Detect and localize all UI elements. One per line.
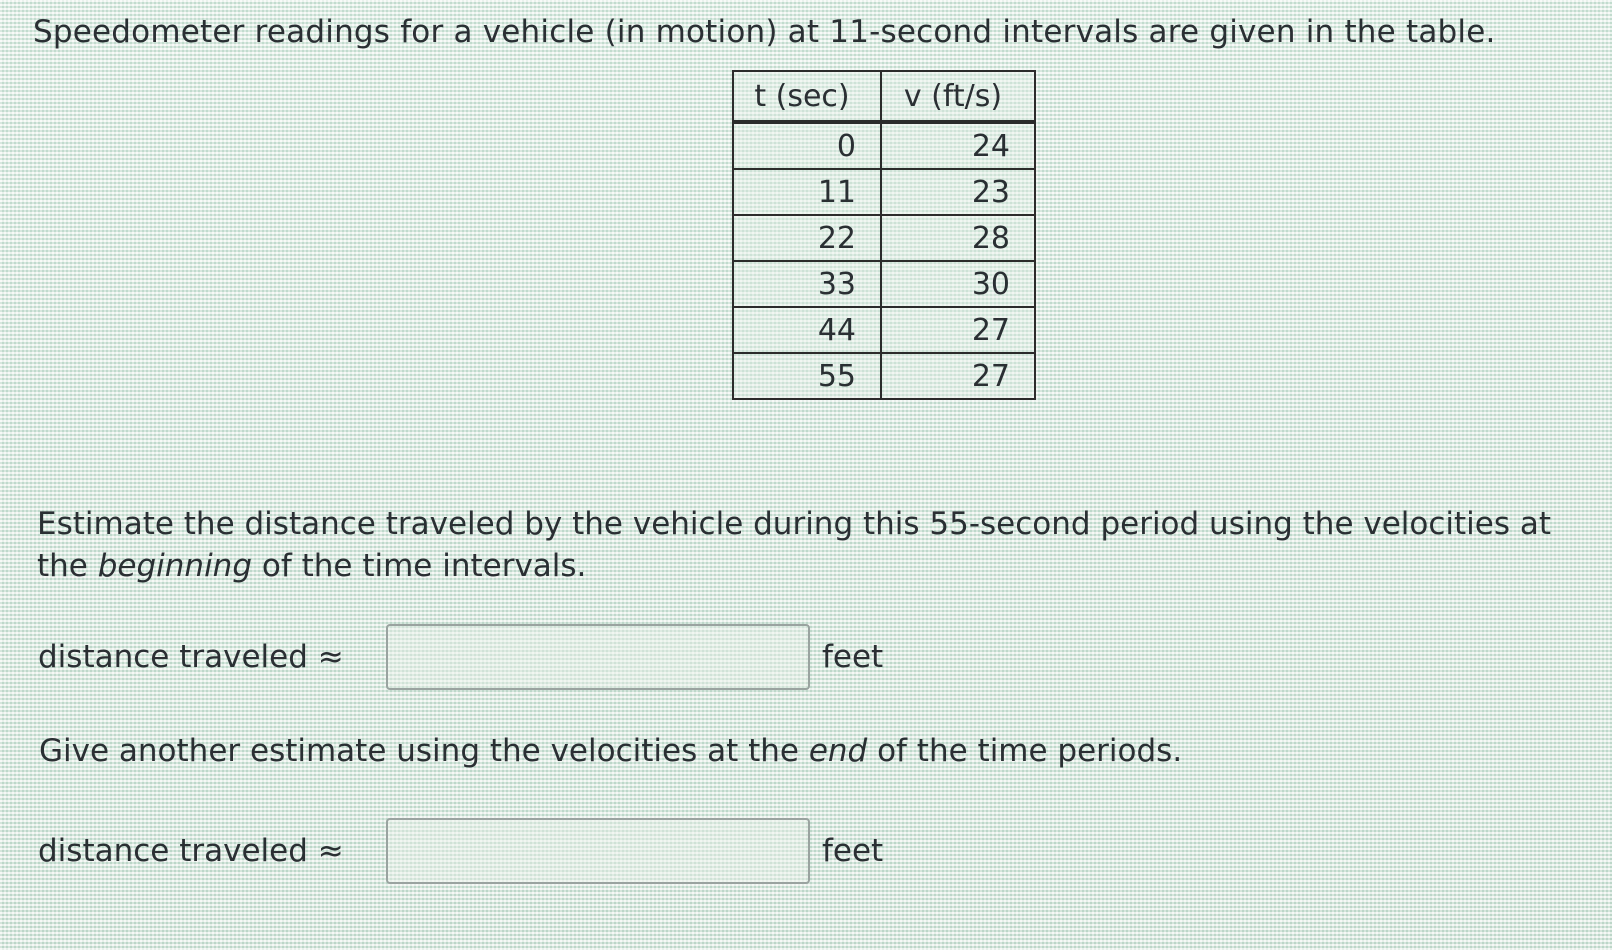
- cell-time: 11: [733, 169, 881, 215]
- cell-velocity: 28: [881, 215, 1035, 261]
- question-1-text-start: Estimate the distance traveled by the vehicle during this 55-second period using the velocities at the: [37, 506, 1552, 584]
- distance-input-end[interactable]: [386, 818, 810, 884]
- cell-velocity: 23: [881, 169, 1035, 215]
- table-header-row: [733, 71, 1035, 122]
- question-2-text-start: Give another estimate using the velocities at the: [39, 733, 809, 769]
- speed-table: [732, 70, 1036, 400]
- table-row: [733, 122, 1035, 169]
- distance-label-2: distance traveled ≈: [38, 833, 344, 869]
- unit-label-1: feet: [822, 639, 884, 675]
- cell-velocity: 30: [881, 261, 1035, 307]
- table-row: [733, 169, 1035, 215]
- question-end: [39, 733, 1182, 769]
- cell-time: 0: [733, 122, 881, 169]
- question-beginning: [37, 503, 1597, 587]
- question-2-emphasis: end: [808, 733, 868, 769]
- table-row: [733, 353, 1035, 399]
- cell-time: 33: [733, 261, 881, 307]
- distance-label-1: distance traveled ≈: [38, 639, 344, 675]
- table-row: [733, 261, 1035, 307]
- cell-time: 44: [733, 307, 881, 353]
- question-1-text-end: of the time intervals.: [252, 548, 587, 584]
- question-2-text-end: of the time periods.: [867, 733, 1183, 769]
- question-1-emphasis: beginning: [97, 548, 253, 584]
- problem-intro: Speedometer readings for a vehicle (in motion) at 11-second intervals are given in the table.: [33, 14, 1496, 50]
- table-row: [733, 215, 1035, 261]
- unit-label-2: feet: [822, 833, 884, 869]
- answer-row-beginning: [38, 624, 883, 690]
- distance-input-beginning[interactable]: [386, 624, 810, 690]
- cell-time: 22: [733, 215, 881, 261]
- cell-velocity: 27: [881, 307, 1035, 353]
- answer-row-end: [38, 818, 883, 884]
- cell-velocity: 27: [881, 353, 1035, 399]
- header-time: t (sec): [733, 71, 881, 122]
- table-row: [733, 307, 1035, 353]
- header-velocity: v (ft/s): [881, 71, 1035, 122]
- cell-time: 55: [733, 353, 881, 399]
- cell-velocity: 24: [881, 122, 1035, 169]
